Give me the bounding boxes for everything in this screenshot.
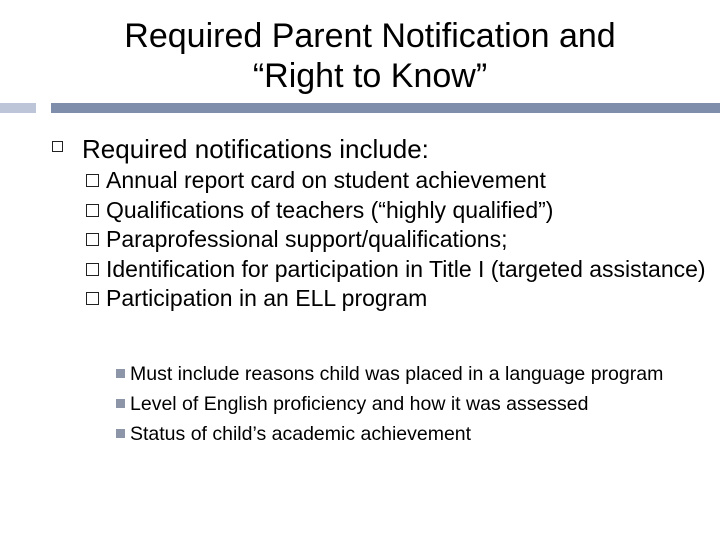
checkbox-bullet-icon <box>86 263 99 276</box>
list-item <box>86 284 706 312</box>
list-item-text: Paraprofessional support/qualifications; <box>106 226 508 252</box>
square-bullet-icon <box>116 429 125 438</box>
title-line-1: Required Parent Notification and <box>124 17 616 55</box>
checkbox-bullet-icon <box>86 233 99 246</box>
sublist-item-text: Level of English proficiency and how it was assessed <box>130 393 589 415</box>
checkbox-bullet-icon <box>86 292 99 305</box>
list-item-text: Annual report card on student achievement <box>106 167 546 193</box>
list-item-text: Participation in an ELL program <box>106 285 428 311</box>
sublist-item <box>116 362 706 386</box>
square-bullet-icon <box>116 369 125 378</box>
title-divider-right <box>51 103 720 113</box>
list-item-text: Identification for participation in Title I (targeted assistance) <box>106 255 706 282</box>
checkbox-bullet-icon <box>52 141 63 152</box>
list-item-text: Qualifications of teachers (“highly qualified”) <box>106 196 554 223</box>
slide-title <box>60 16 680 96</box>
list-item <box>86 166 706 194</box>
title-divider-left <box>0 103 36 113</box>
sublist-item-text: Must include reasons child was placed in a language program <box>130 363 664 385</box>
ell-sublist <box>116 362 706 452</box>
sublist-item <box>116 392 706 416</box>
list-item <box>86 225 706 253</box>
list-item <box>86 255 706 283</box>
list-item <box>86 196 706 224</box>
main-bullet-text: Required notifications include: <box>82 134 429 164</box>
checkbox-bullet-icon <box>86 204 99 217</box>
checkbox-bullet-icon <box>86 174 99 187</box>
title-line-2: “Right to Know” <box>252 57 488 95</box>
sublist-item <box>116 422 706 446</box>
notification-list <box>86 166 706 314</box>
square-bullet-icon <box>116 399 125 408</box>
sublist-item-text: Status of child’s academic achievement <box>130 423 472 445</box>
